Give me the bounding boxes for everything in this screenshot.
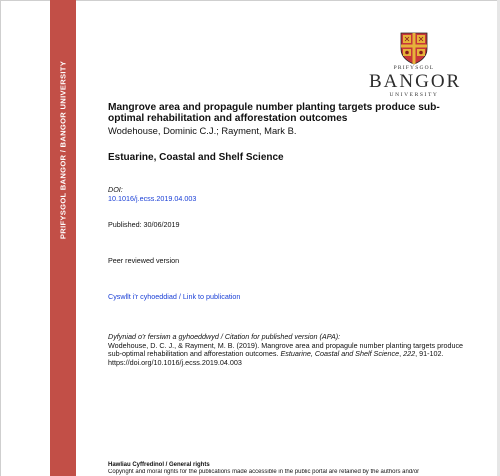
version-status: Peer reviewed version [108, 256, 180, 265]
link-to-publication[interactable]: Cyswllt i'r cyhoeddiad / Link to publication [108, 292, 241, 301]
doi-label: DOI: [108, 185, 123, 194]
published-date: Published: 30/06/2019 [108, 220, 180, 229]
doi-link[interactable]: 10.1016/j.ecss.2019.04.003 [108, 194, 197, 203]
logo-sub-text: UNIVERSITY [389, 92, 439, 98]
citation-volume: 222 [403, 349, 416, 359]
journal-name: Estuarine, Coastal and Shelf Science [108, 152, 284, 163]
citation-heading: Dyfyniad o'r fersiwn a gyhoeddwyd / Citation for published version (APA): [108, 332, 341, 341]
doi-block [108, 185, 468, 203]
page-border-left [0, 0, 1, 476]
university-crest-icon [400, 32, 428, 65]
logo-top-text: PRIFYSGOL [393, 65, 435, 71]
citation-tail: , 91-102. https://doi.org/10.1016/j.ecss.2019.04.003 [108, 349, 444, 367]
citation-comma: , [399, 349, 404, 359]
rights-text: Copyright and moral rights for the publications made accessible in the public portal are retained by the authors and/or [108, 469, 420, 475]
citation-block [108, 333, 468, 367]
rights-heading: Hawliau Cyffredinol / General rights [108, 462, 210, 468]
university-logo [369, 32, 485, 108]
citation-text [108, 342, 468, 368]
logo-main-text: BANGOR [369, 71, 462, 92]
citation-authors: Wodehouse, D. C. J., & Rayment, M. B. (2019). Mangrove area and propagule number planting targets produce sub-optimal rehabilitation and afforestation outcomes. [108, 340, 464, 359]
cover-content [108, 103, 468, 367]
paper-title: Mangrove area and propagule number planting targets produce sub-optimal rehabilitation and afforestation outcomes [108, 102, 440, 124]
side-banner-text: PRIFYSGOL BANGOR / BANGOR UNIVERSITY [58, 60, 68, 240]
paper-authors: Wodehouse, Dominic C.J.; Rayment, Mark B. [108, 125, 297, 136]
general-rights [108, 462, 493, 476]
citation-journal: Estuarine, Coastal and Shelf Science [280, 349, 400, 359]
